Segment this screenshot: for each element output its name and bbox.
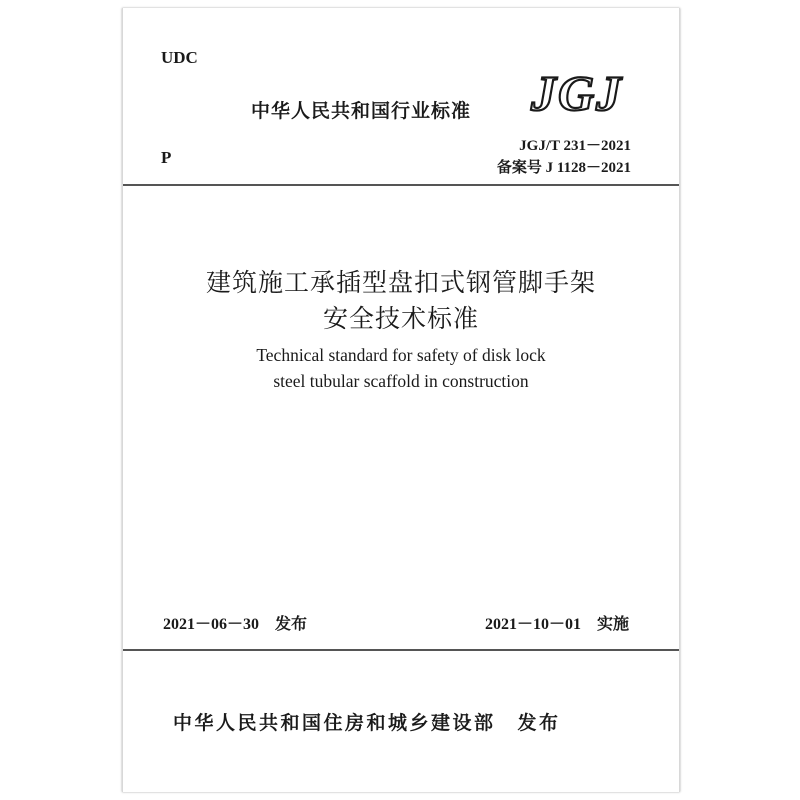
- bottom-divider: [123, 649, 679, 651]
- standard-number: JGJ/T 231－2021: [519, 138, 631, 154]
- issue-label: 发布: [275, 614, 308, 633]
- jgj-logo: [521, 66, 633, 116]
- publisher-action: 发布: [517, 712, 561, 734]
- title-zh-line-2: 安全技术标准: [322, 304, 479, 333]
- industry-standard-heading: 中华人民共和国行业标准: [251, 100, 472, 122]
- implement-date: 2021－10－01: [484, 616, 581, 633]
- implement-label: 实施: [596, 614, 629, 633]
- category-code: P: [161, 148, 172, 167]
- publisher-name: 中华人民共和国住房和城乡建设部: [173, 712, 496, 734]
- cover-page: [122, 8, 680, 792]
- issue-info: [163, 611, 307, 634]
- title-zh-line-1: 建筑施工承插型盘扣式钢管脚手架: [205, 268, 596, 297]
- title-en-line-1: Technical standard for safety of disk lock: [256, 345, 546, 365]
- publisher-line: [173, 708, 561, 735]
- record-number: 备案号 J 1128－2021: [496, 160, 631, 176]
- issue-date: 2021－06－30: [163, 616, 260, 633]
- implement-info: [485, 611, 629, 634]
- udc-label: UDC: [161, 48, 198, 67]
- top-divider: [123, 184, 679, 186]
- title-en-line-2: steel tubular scaffold in construction: [273, 371, 529, 391]
- jgj-logo-text: JGJ: [530, 66, 624, 116]
